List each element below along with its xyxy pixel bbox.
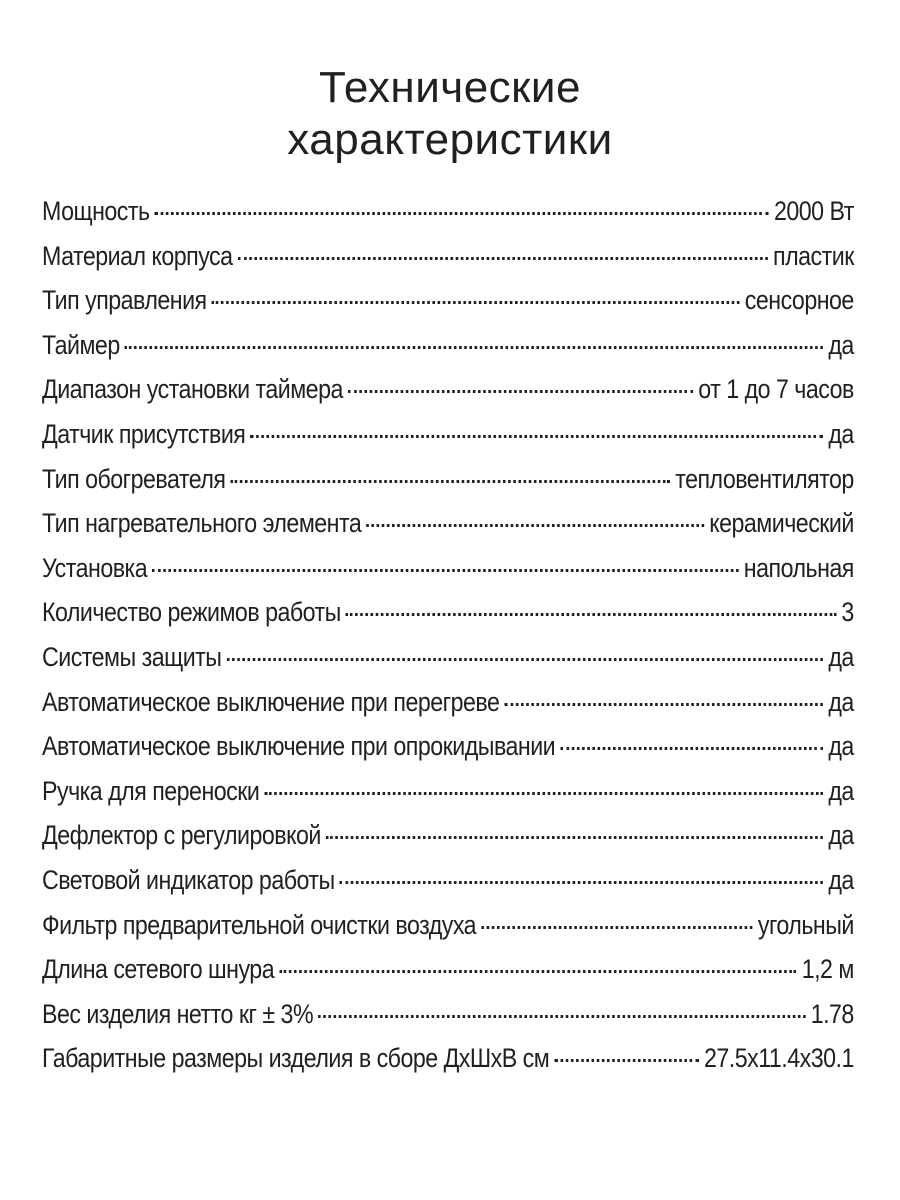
dot-leader bbox=[326, 836, 823, 839]
spec-label: Материал корпуса bbox=[42, 240, 233, 271]
spec-label: Мощность bbox=[42, 196, 150, 226]
spec-row-presence-sensor bbox=[42, 419, 854, 464]
spec-row-modes-count bbox=[42, 597, 854, 642]
spec-value: от 1 до 7 часов bbox=[698, 374, 854, 405]
spec-row-power bbox=[42, 196, 854, 241]
dot-leader bbox=[250, 435, 823, 438]
spec-row-body-material bbox=[42, 241, 854, 286]
spec-label: Вес изделия нетто кг ± 3% bbox=[42, 998, 314, 1029]
spec-row-deflector bbox=[42, 820, 854, 865]
spec-row-control-type bbox=[42, 285, 854, 330]
spec-value: 2000 Вт bbox=[773, 196, 854, 226]
spec-row-net-weight bbox=[42, 999, 854, 1044]
dot-leader bbox=[212, 301, 740, 304]
spec-value: пластик bbox=[773, 240, 854, 271]
spec-value: сенсорное bbox=[744, 285, 854, 316]
spec-value: да bbox=[828, 329, 854, 360]
dot-leader bbox=[152, 569, 738, 572]
spec-value: да bbox=[828, 820, 854, 851]
spec-value: 27.5x11.4x30.1 bbox=[703, 1043, 854, 1074]
spec-label: Фильтр предварительной очистки воздуха bbox=[42, 909, 477, 940]
dot-leader bbox=[366, 524, 704, 527]
spec-row-tipover-shutoff bbox=[42, 731, 854, 776]
dot-leader bbox=[265, 792, 824, 795]
dot-leader bbox=[346, 613, 836, 616]
spec-value: да bbox=[828, 775, 854, 806]
spec-label: Таймер bbox=[42, 329, 120, 360]
dot-leader bbox=[318, 1015, 805, 1018]
spec-label: Автоматическое выключение при опрокидывании bbox=[42, 731, 556, 762]
page-title bbox=[0, 62, 900, 166]
spec-value: тепловентилятор bbox=[675, 463, 854, 494]
dot-leader bbox=[238, 257, 768, 260]
spec-label: Тип нагревательного элемента bbox=[42, 508, 362, 539]
spec-value: да bbox=[828, 641, 854, 672]
dot-leader bbox=[340, 881, 823, 884]
spec-row-cord-length bbox=[42, 954, 854, 999]
spec-row-indicator bbox=[42, 865, 854, 910]
spec-label: Габаритные размеры изделия в сборе ДхШхВ см bbox=[42, 1043, 550, 1074]
dot-leader bbox=[348, 390, 693, 393]
spec-label: Системы защиты bbox=[42, 641, 222, 672]
spec-row-protection bbox=[42, 642, 854, 687]
page-title-line-2: характеристики bbox=[287, 115, 613, 164]
spec-label: Установка bbox=[42, 552, 148, 583]
spec-label: Диапазон установки таймера bbox=[42, 374, 343, 405]
dot-leader bbox=[231, 480, 670, 483]
spec-row-timer bbox=[42, 330, 854, 375]
spec-row-dimensions bbox=[42, 1043, 854, 1088]
spec-label: Тип обогревателя bbox=[42, 463, 226, 494]
spec-row-installation bbox=[42, 553, 854, 598]
dot-leader bbox=[155, 212, 769, 215]
spec-value: угольный bbox=[757, 909, 854, 940]
spec-row-overheat-shutoff bbox=[42, 687, 854, 732]
spec-label: Ручка для переноски bbox=[42, 775, 260, 806]
spec-row-timer-range bbox=[42, 374, 854, 419]
spec-value: да bbox=[828, 418, 854, 449]
dot-leader bbox=[125, 346, 823, 349]
dot-leader bbox=[554, 1059, 698, 1062]
spec-label: Длина сетевого шнура bbox=[42, 954, 275, 985]
dot-leader bbox=[560, 747, 823, 750]
spec-value: 3 bbox=[841, 597, 854, 628]
dot-leader bbox=[227, 658, 824, 661]
spec-label: Световой индикатор работы bbox=[42, 864, 335, 895]
dot-leader bbox=[505, 703, 824, 706]
spec-row-carry-handle bbox=[42, 776, 854, 821]
dot-leader bbox=[481, 926, 752, 929]
spec-label: Автоматическое выключение при перегреве bbox=[42, 686, 500, 717]
spec-label: Количество режимов работы bbox=[42, 597, 341, 628]
page-title-line-1: Технические bbox=[319, 63, 581, 112]
spec-value: керамический bbox=[709, 508, 854, 539]
spec-value: да bbox=[828, 686, 854, 717]
spec-row-heating-element bbox=[42, 508, 854, 553]
spec-list bbox=[42, 196, 854, 1088]
spec-value: да bbox=[828, 864, 854, 895]
spec-row-air-filter bbox=[42, 910, 854, 955]
spec-value: да bbox=[828, 731, 854, 762]
spec-row-heater-type bbox=[42, 464, 854, 509]
spec-value: 1.78 bbox=[810, 998, 854, 1029]
spec-label: Датчик присутствия bbox=[42, 418, 246, 449]
spec-value: напольная bbox=[743, 552, 854, 583]
dot-leader bbox=[279, 970, 796, 973]
spec-label: Тип управления bbox=[42, 285, 207, 316]
spec-label: Дефлектор с регулировкой bbox=[42, 820, 321, 851]
spec-value: 1,2 м bbox=[801, 954, 854, 985]
